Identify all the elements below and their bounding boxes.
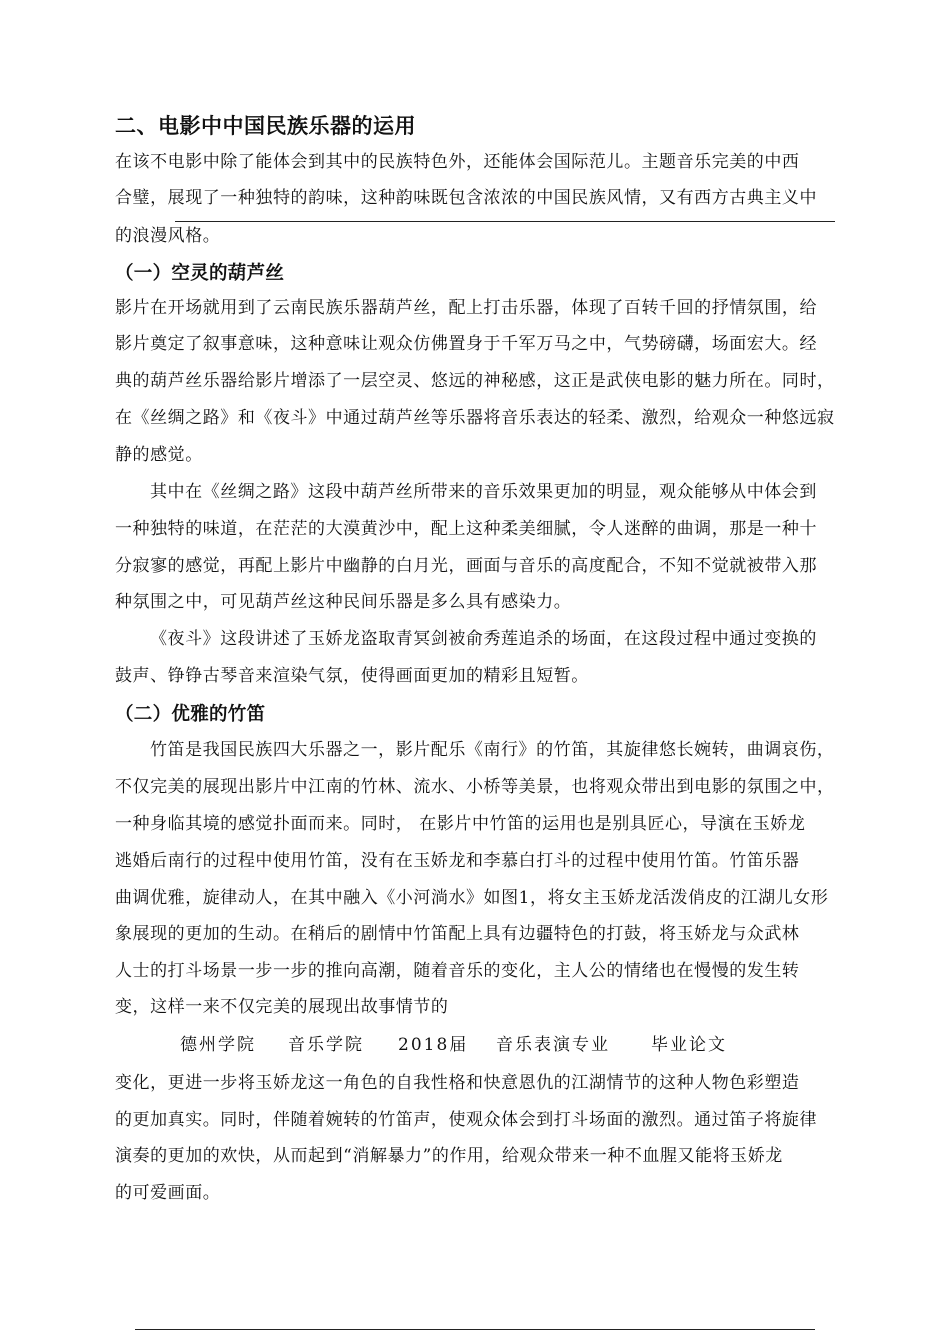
paragraph-line: 《夜斗》这段讲述了玉娇龙盗取青冥剑被俞秀莲追杀的场面，在这段过程中通过变换的: [150, 629, 817, 649]
subsection-heading: （一）空灵的葫芦丝: [115, 263, 285, 284]
subsection-heading: （二）优雅的竹笛: [115, 704, 266, 725]
footer-college: 音乐学院: [288, 1035, 364, 1055]
footer-major: 音乐表演专业: [496, 1035, 610, 1055]
paragraph-line: 鼓声、铮铮古琴音来渲染气氛，使得画面更加的精彩且短暂。: [115, 666, 589, 686]
section-heading: 二、电影中中国民族乐器的运用: [115, 114, 416, 138]
paragraph-line: 典的葫芦丝乐器给影片增添了一层空灵、悠远的神秘感，这正是武侠电影的魅力所在。同时，: [115, 371, 835, 391]
bottom-rule: [135, 1329, 815, 1330]
paragraph-line: 的可爱画面。: [115, 1183, 221, 1203]
paragraph-line: 在《丝绸之路》和《夜斗》中通过葫芦丝等乐器将音乐表达的轻柔、激烈，给观众一种悠远寂: [115, 408, 835, 428]
paragraph-line: 一种身临其境的感觉扑面而来。同时， 在影片中竹笛的运用也是别具匠心，导演在玉娇龙: [115, 814, 806, 834]
horizontal-rule: [175, 221, 835, 222]
paragraph-line: 不仅完美的展现出影片中江南的竹林、流水、小桥等美景，也将观众带出到电影的氛围之中，: [115, 777, 835, 797]
paragraph-line: 人士的打斗场景一步一步的推向高潮，随着音乐的变化，主人公的情绪也在慢慢的发生转: [115, 961, 800, 981]
paragraph-line: 种氛围之中，可见葫芦丝这种民间乐器是多么具有感染力。: [115, 592, 572, 612]
paragraph-line: 影片奠定了叙事意味，这种意味让观众仿佛置身于千军万马之中，气势磅礴，场面宏大。经: [115, 334, 817, 354]
footer-year: 2018届: [398, 1035, 469, 1055]
paragraph-line: 象展现的更加的生动。在稍后的剧情中竹笛配上具有边疆特色的打鼓，将玉娇龙与众武林: [115, 924, 800, 944]
paragraph-line: 演奏的更加的欢快，从而起到“消解暴力”的作用，给观众带来一种不血腥又能将玉娇龙: [115, 1146, 783, 1166]
paragraph-line: 曲调优雅，旋律动人，在其中融入《小河淌水》如图1，将女主玉娇龙活泼俏皮的江湖儿女形: [115, 888, 829, 908]
paragraph-line: 影片在开场就用到了云南民族乐器葫芦丝，配上打击乐器，体现了百转千回的抒情氛围，给: [115, 298, 817, 318]
paragraph-line: 合璧，展现了一种独特的韵味，这种韵味既包含浓浓的中国民族风情，又有西方古典主义中: [115, 188, 817, 208]
paragraph-line: 的更加真实。同时，伴随着婉转的竹笛声，使观众体会到打斗场面的激烈。通过笛子将旋律: [115, 1110, 817, 1130]
paragraph-line: 竹笛是我国民族四大乐器之一，影片配乐《南行》的竹笛，其旋律悠长婉转，曲调哀伤，: [150, 740, 835, 760]
paragraph-line: 分寂寥的感觉，再配上影片中幽静的白月光，画面与音乐的高度配合，不知不觉就被带入那: [115, 556, 817, 576]
paragraph-line: 变，这样一来不仅完美的展现出故事情节的: [115, 997, 449, 1017]
footer-doc-type: 毕业论文: [651, 1035, 727, 1055]
paragraph-line: 的浪漫风格。: [115, 226, 221, 246]
page-footer: [180, 1030, 727, 1055]
paragraph-line: 静的感觉。: [115, 445, 203, 465]
paragraph-line: 变化，更进一步将玉娇龙这一角色的自我性格和快意恩仇的江湖情节的这种人物色彩塑造: [115, 1073, 800, 1093]
footer-school: 德州学院: [180, 1035, 256, 1055]
paragraph-line: 在该不电影中除了能体会到其中的民族特色外，还能体会国际范儿。主题音乐完美的中西: [115, 152, 800, 172]
paragraph-line: 一种独特的味道，在茫茫的大漠黄沙中，配上这种柔美细腻，令人迷醉的曲调，那是一种十: [115, 519, 817, 539]
paragraph-line: 逃婚后南行的过程中使用竹笛，没有在玉娇龙和李慕白打斗的过程中使用竹笛。竹笛乐器: [115, 851, 800, 871]
paragraph-line: 其中在《丝绸之路》这段中葫芦丝所带来的音乐效果更加的明显，观众能够从中体会到: [150, 482, 817, 502]
